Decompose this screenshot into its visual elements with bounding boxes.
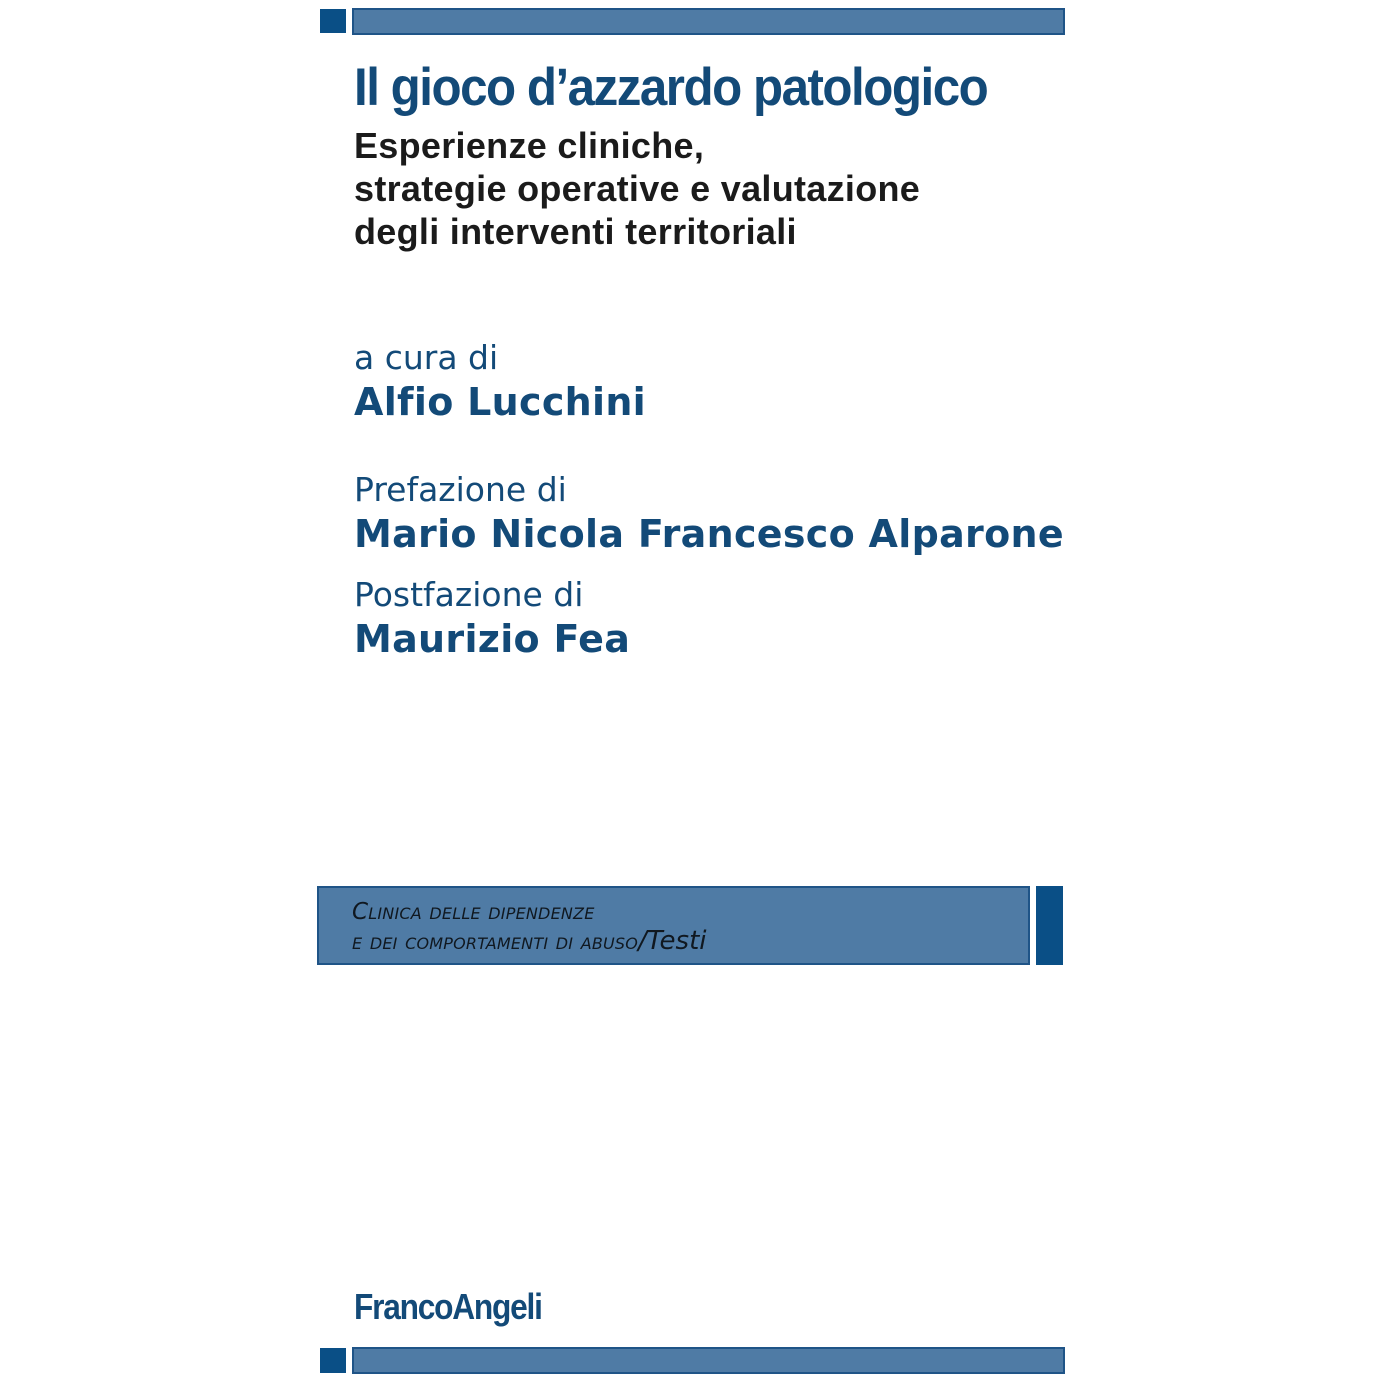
subtitle-line-1: Esperienze cliniche, <box>354 125 705 166</box>
book-subtitle <box>354 124 920 253</box>
series-line-2-main: e dei comportamenti di abuso <box>352 929 639 955</box>
top-square-ornament <box>320 9 346 33</box>
preface-author-name: Mario Nicola Francesco Alparone <box>354 512 1064 556</box>
postface-author-name: Maurizio Fea <box>354 617 631 661</box>
bottom-square-ornament <box>320 1348 346 1373</box>
publisher-logo: FrancoAngeli <box>354 1286 542 1327</box>
bottom-bar-ornament <box>352 1347 1065 1374</box>
subtitle-line-2: strategie operative e valutazione <box>354 168 921 209</box>
book-title: Il gioco d’azzardo patologico <box>354 58 988 117</box>
series-line-1: Clinica delle dipendenze <box>352 899 595 925</box>
postface-label: Postfazione di <box>354 575 584 614</box>
series-name <box>352 898 706 957</box>
top-bar-ornament <box>352 8 1065 35</box>
editor-label: a cura di <box>354 338 499 377</box>
series-line-2 <box>352 927 706 957</box>
preface-label: Prefazione di <box>354 470 567 509</box>
series-band-square-ornament <box>1036 886 1063 965</box>
editor-name: Alfio Lucchini <box>354 380 647 424</box>
series-line-2-suffix: /Testi <box>638 926 707 956</box>
subtitle-line-3: degli interventi territoriali <box>354 211 797 252</box>
